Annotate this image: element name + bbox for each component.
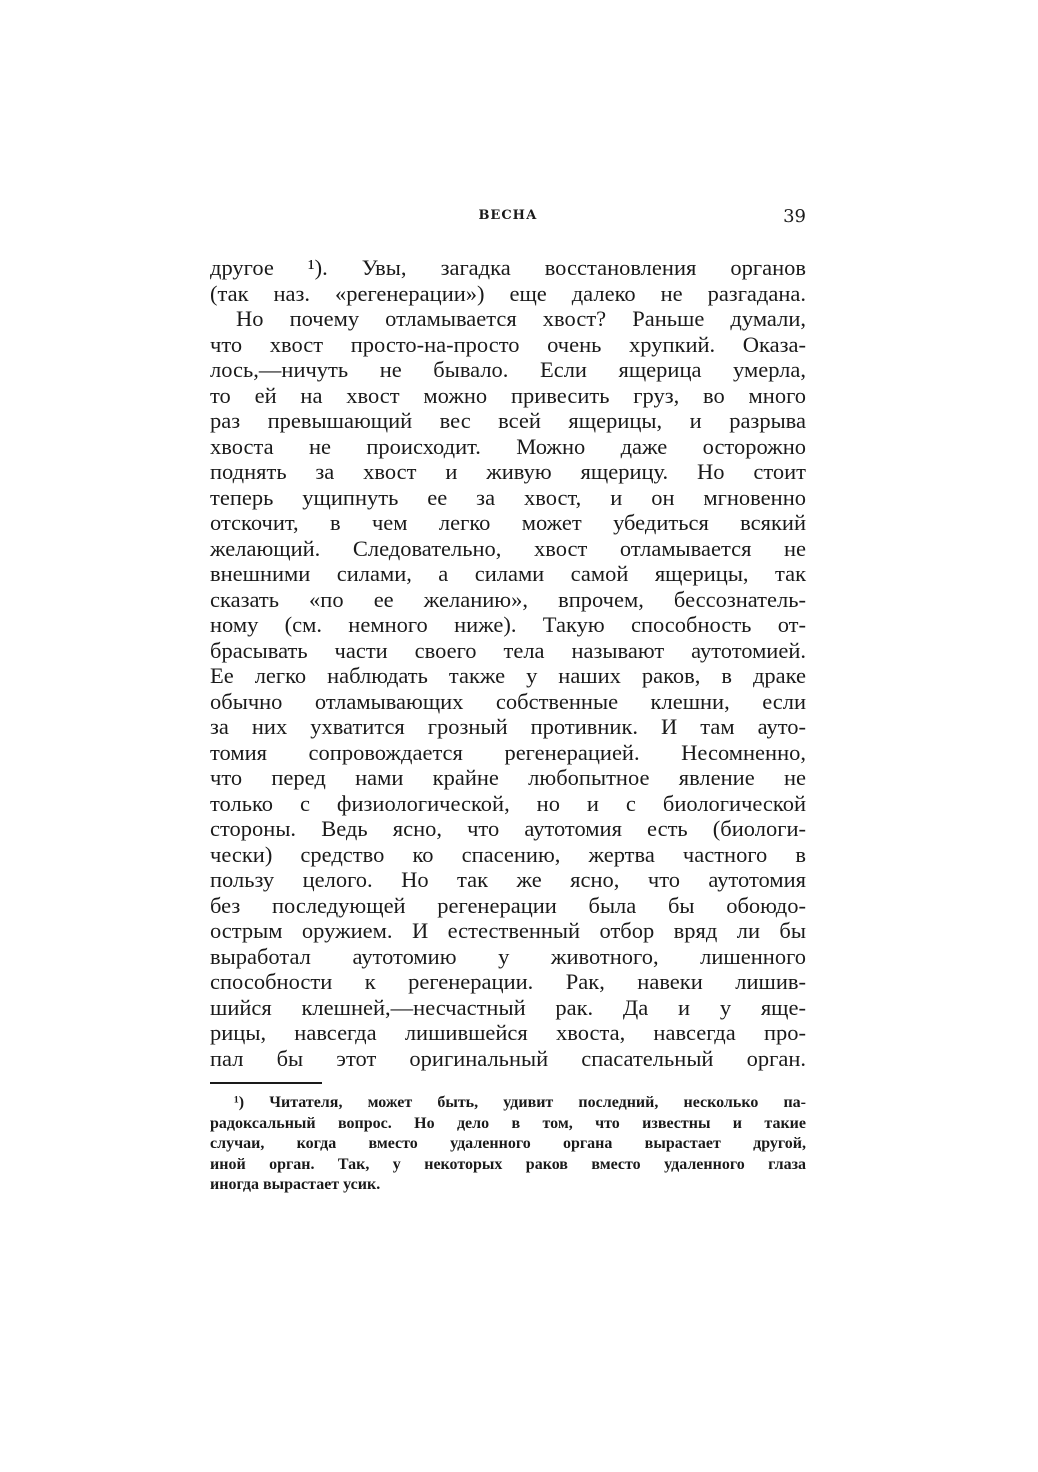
text-line: отскочит, в чем легко может убедиться всякий: [210, 510, 806, 535]
text-line: только с физиологической, но и с биологической: [210, 790, 806, 816]
text-line: раз превышающий вес всей ящерицы, и разрыва: [210, 408, 806, 433]
text-line: стороны. Ведь ясно, что аутотомия есть (биологи-: [210, 816, 806, 841]
text-line: шийся клешней,—несчастный рак. Да и у яще-: [210, 994, 806, 1020]
text-line: что перед нами крайне любопытное явление не: [210, 765, 806, 790]
text-line: лось,—ничуть не бывало. Если ящерица умерла,: [210, 357, 806, 382]
footnote-line: радоксальный вопрос. Но дело в том, что известны и такие: [210, 1114, 806, 1132]
running-title: ВЕСНА: [478, 208, 538, 223]
text-line: хвоста не происходит. Можно даже осторожно: [210, 433, 806, 459]
text-line: Но почему отламывается хвост? Раньше думали,: [236, 306, 806, 331]
footnote: [210, 1093, 806, 1196]
text-line: способности к регенерации. Рак, навеки лишив-: [210, 969, 806, 994]
text-line: ному (см. немного ниже). Такую способность от-: [210, 612, 806, 637]
text-line: острым оружием. И естественный отбор вряд ли бы: [210, 918, 806, 943]
text-line: без последующей регенерации была бы обоюдо-: [210, 892, 806, 918]
text-line: то ей на хвост можно привесить груз, во много: [210, 382, 806, 408]
footnote-line: случаи, когда вместо удаленного органа вырастает другой,: [210, 1135, 806, 1152]
text-line: пал бы этот оригинальный спасательный орган.: [210, 1045, 806, 1071]
main-text: [210, 255, 806, 1071]
text-line: что хвост просто-на-просто очень хрупкий. Оказа-: [210, 331, 806, 357]
text-line: Ее легко наблюдать также у наших раков, в драке: [210, 663, 806, 688]
text-line: рицы, навсегда лишившейся хвоста, навсегда про-: [210, 1020, 806, 1045]
text-line: поднять за хвост и живую ящерицу. Но стоит: [210, 459, 806, 484]
footnote-divider: [210, 1082, 322, 1084]
text-line: томия сопровождается регенерацией. Несомненно,: [210, 739, 806, 765]
page-number: 39: [783, 206, 806, 227]
text-line: брасывать части своего тела называют аутотомией.: [210, 637, 806, 663]
text-line: выработал аутотомию у животного, лишенного: [210, 943, 806, 969]
running-head: [210, 206, 806, 230]
text-line: желающий. Следовательно, хвост отламывается не: [210, 535, 806, 561]
footnote-line: иногда вырастает усик.: [210, 1176, 381, 1193]
text-line: другое ¹). Увы, загадка восстановления органов: [210, 255, 806, 280]
text-line: (так наз. «регенерации») еще далеко не разгадана.: [210, 280, 806, 306]
text-line: обычно отламывающих собственные клешни, если: [210, 688, 806, 714]
footnote-line: иной орган. Так, у некоторых раков вместо удаленного глаза: [210, 1155, 806, 1173]
text-line: сказать «по ее желанию», впрочем, бессознатель-: [210, 586, 806, 612]
text-line: чески) средство ко спасению, жертва частного в: [210, 841, 806, 867]
text-line: пользу целого. Но так же ясно, что аутотомия: [210, 867, 806, 892]
text-line: теперь ущипнуть ее за хвост, и он мгновенно: [210, 484, 806, 510]
text-line: за них ухватится грозный противник. И там ауто-: [210, 714, 806, 739]
footnote-line: ¹) Читателя, может быть, удивит последний, несколько па-: [234, 1094, 806, 1111]
text-line: внешними силами, а силами самой ящерицы, так: [210, 561, 806, 586]
